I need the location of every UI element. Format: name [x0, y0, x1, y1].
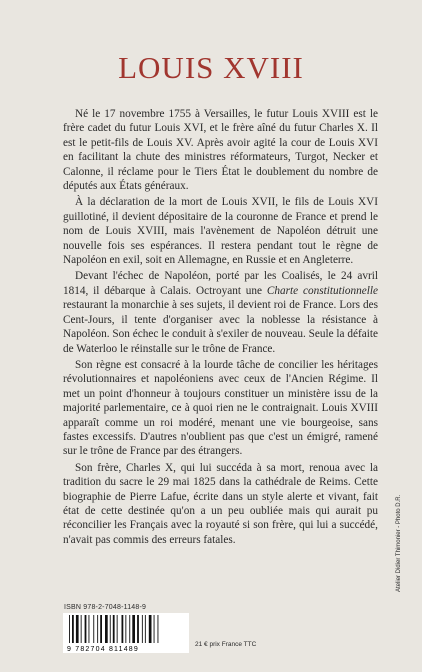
barcode-bar [113, 615, 115, 643]
paragraph: Son frère, Charles X, qui lui succéda à sa mort, renoua avec la tradition du sacre le 29 mai 1825 dans la cathédrale de Reims. Cette biographie de Pierre Lafue, écrite dans un style alerte et vivant, fait état de cette destinée qu'on a un peu oubliée mais qui aurait pu réconcilier les Français avec la royauté si son frère, qui lui a succédé, n'avait pas commis des erreurs fatales. [63, 461, 378, 546]
back-cover-text [63, 107, 378, 549]
barcode-bar [69, 615, 70, 643]
barcode-digits: 9 782704 811489 [67, 646, 139, 653]
barcode-bar [110, 615, 111, 643]
barcode-bar [158, 615, 159, 643]
paragraph-end: restaurant la monarchie à ses sujets, il devient roi de France. Lors des Cent-Jours, il tente d'organiser avec la noblesse la résistance à Napoléon. Son échec le conduit à s'exiler de nouveau. Seule la défaite de Waterloo le réinstalle sur le trône de France. [63, 299, 378, 355]
barcode-bar [132, 615, 135, 643]
barcode-bar [149, 615, 152, 643]
barcode-bar [105, 615, 108, 643]
barcode-bar [137, 615, 139, 643]
barcode-bar [93, 615, 94, 643]
barcode [63, 613, 189, 653]
barcode-bar [81, 615, 82, 643]
price-label: 21 € prix France TTC [195, 641, 257, 648]
barcode-bar [72, 615, 74, 643]
barcode-bar [125, 615, 126, 643]
paragraph: Son règne est consacré à la lourde tâche de concilier les héritages révolutionnaires et napoléoniens avec ceux de l'Ancien Régime. Il met un point d'honneur à toujours constituer un ministère issu de la majorité parlementaire, ce à quoi rien ne le contraignait. Louis XVIII apparaît comme un roi modéré, menant une vie bourgeoise, sans fastes excessifs. D'autres n'oublient pas que c'est un émigré, ramené sur le trône de France par des étrangers. [63, 358, 378, 458]
barcode-bar [100, 615, 102, 643]
barcode-bar [117, 615, 118, 643]
barcode-bar [76, 615, 79, 643]
barcode-bar [85, 615, 87, 643]
barcode-bar [142, 615, 143, 643]
book-title: LOUIS XVIII [118, 50, 304, 85]
paragraph-start: Devant l'échec de Napoléon, porté par les Coalisés, le 24 avril 1814, il débarque à Calais. Octroyant une [63, 270, 378, 297]
barcode-bar [89, 615, 90, 643]
paragraph: Né le 17 novembre 1755 à Versailles, le futur Louis XVIII est le frère cadet du futur Louis XVI, et le frère aîné du futur Charles X. Il est le petit-fils de Louis XV. Après avoir agité la cour de Louis XVI en facilitant la chute des ministres réformateurs, Turgot, Necker et Calonne, il réclame pour le Tiers État le doublement du nombre de députés aux États généraux. [63, 108, 378, 193]
barcode-bar [122, 615, 124, 643]
italic-phrase: Charte constitutionnelle [266, 284, 378, 297]
barcode-bar [129, 615, 130, 643]
photo-credit: Atelier Didier Thimonier - Photo D.R. [396, 494, 402, 592]
barcode-bar [145, 615, 146, 643]
isbn-label: ISBN 978-2-7048-1148-9 [64, 604, 147, 611]
barcode-bar [154, 615, 155, 643]
barcode-bar [97, 615, 98, 643]
paragraph [63, 269, 378, 355]
paragraph: À la déclaration de la mort de Louis XVII, le fils de Louis XVI guillotiné, il devient dépositaire de la couronne de France et prend le nom de Louis XVIII, mais l'avènement de Napoléon détruit une nouvelle fois ses espérances. Il restera pendant tout le règne de Napoléon en exil, soit en Allemagne, en Russie et en Angleterre. [63, 196, 378, 267]
